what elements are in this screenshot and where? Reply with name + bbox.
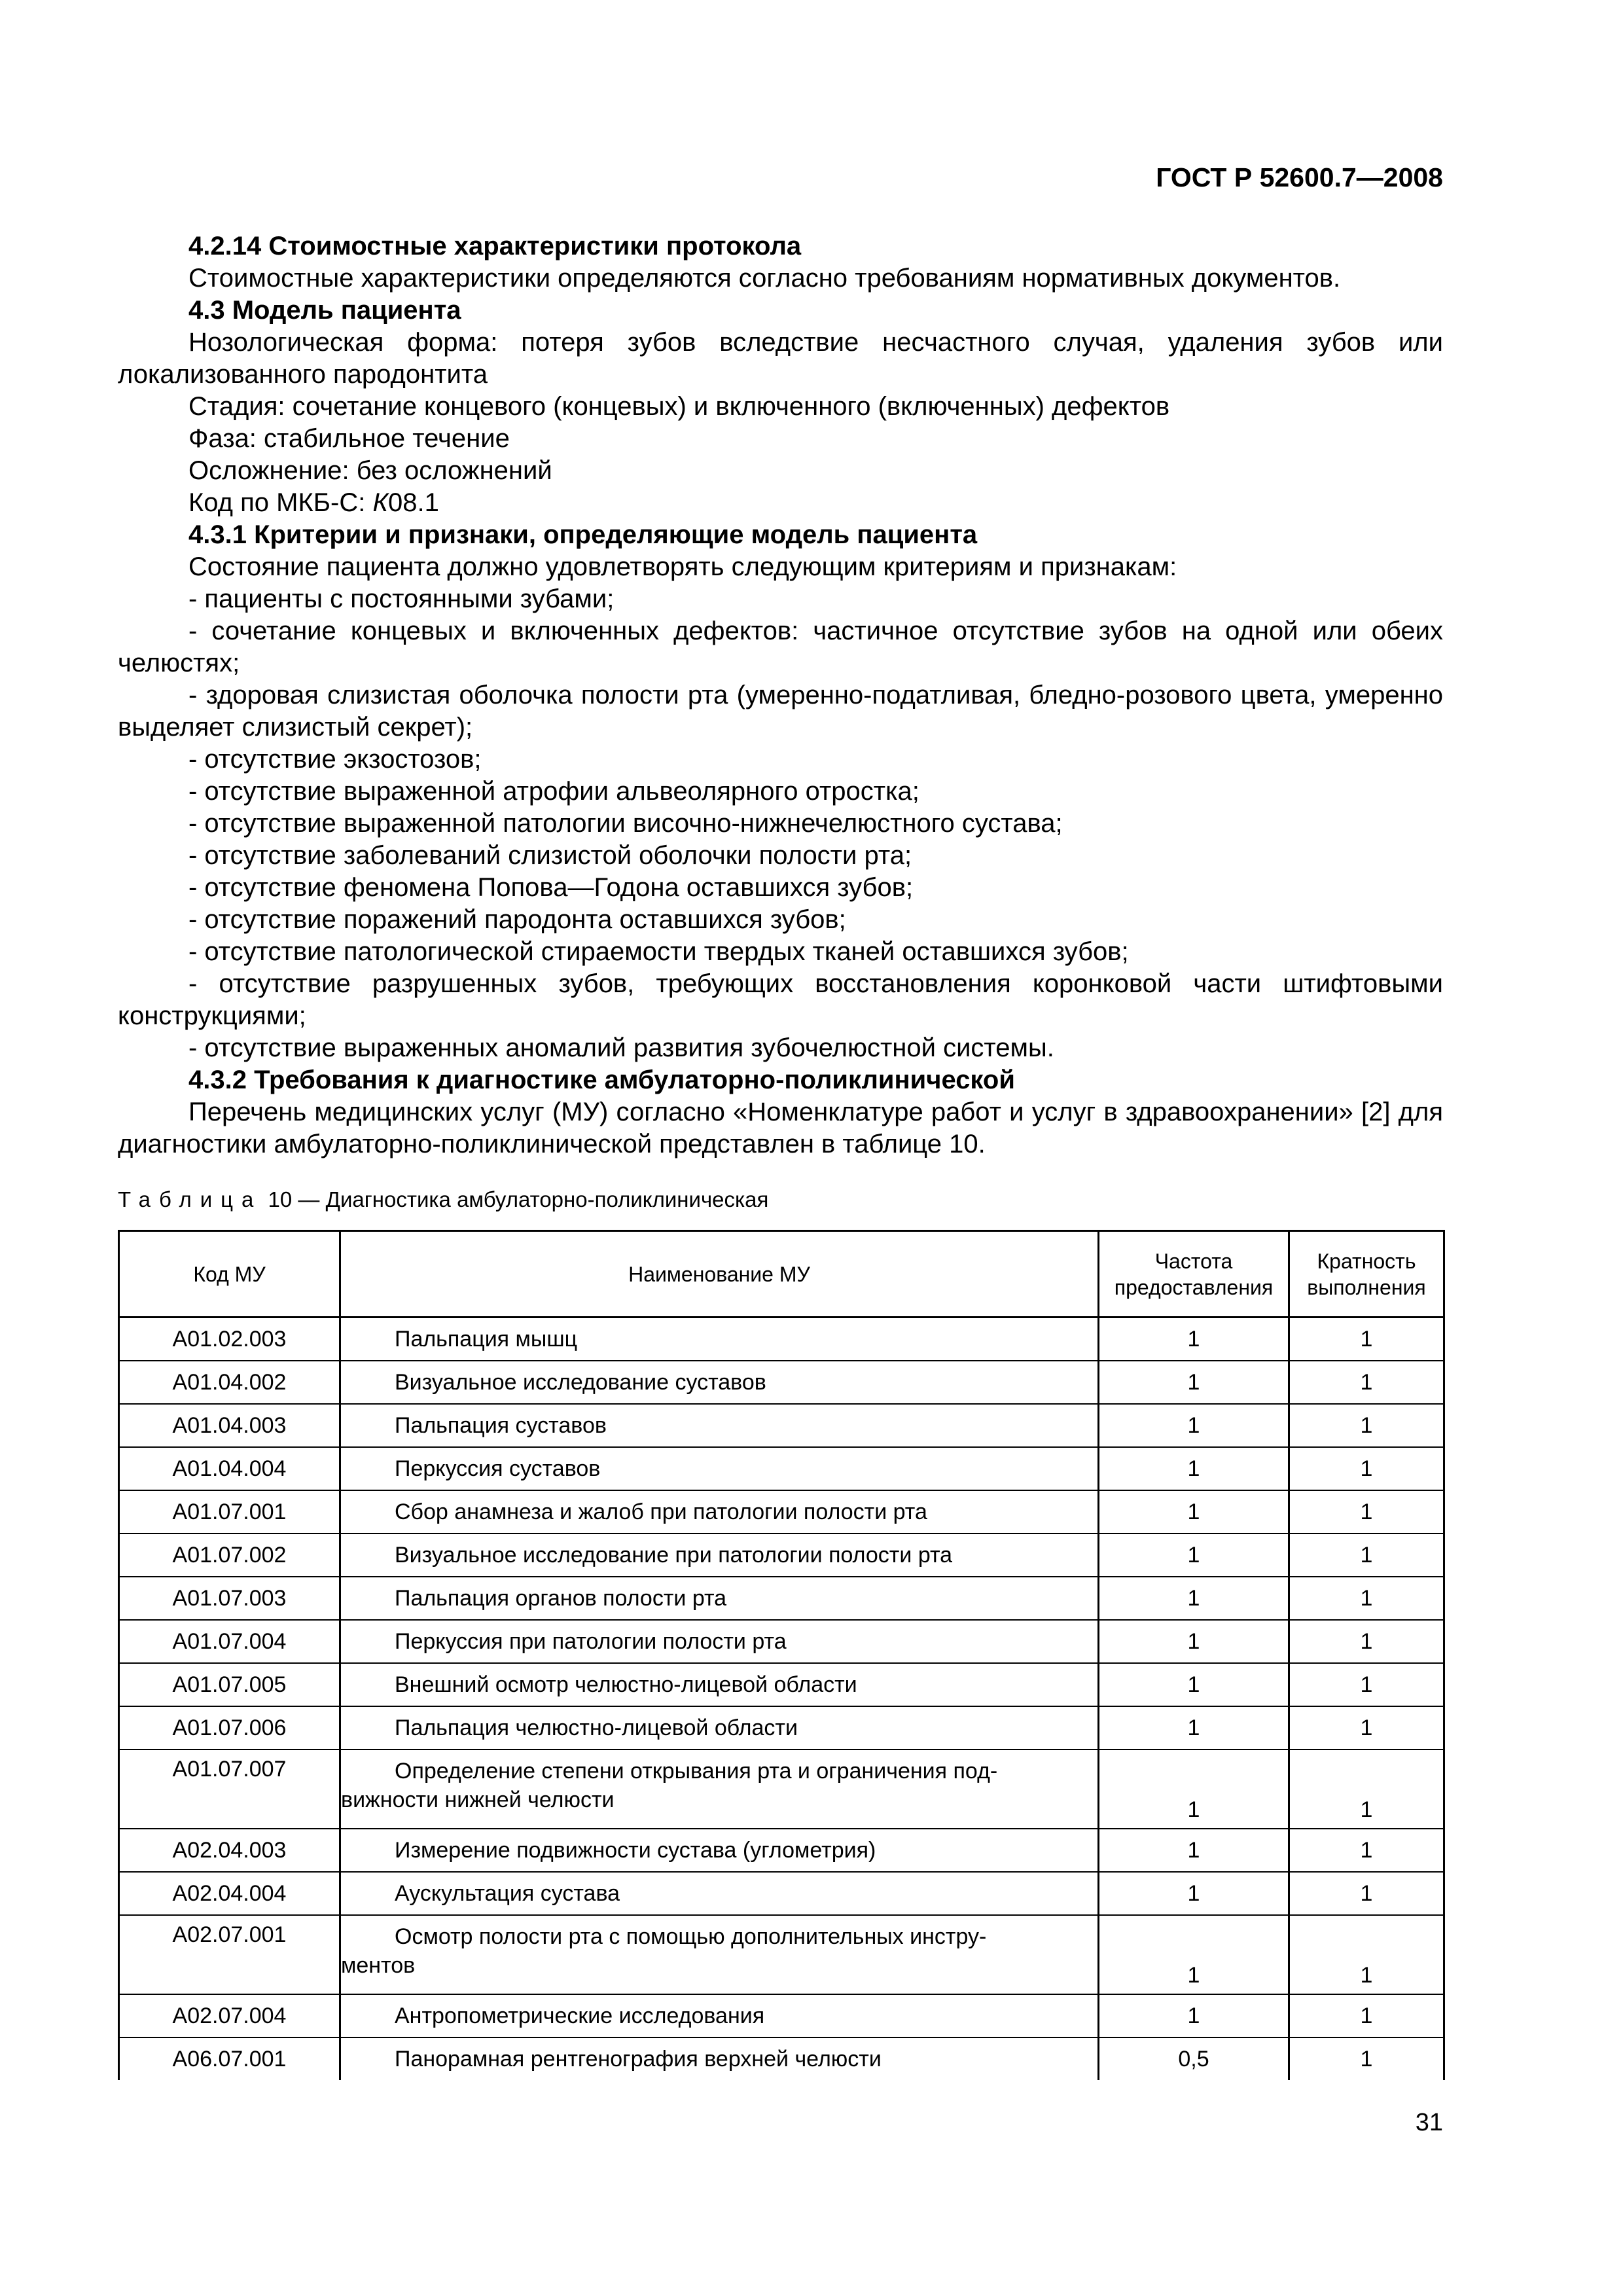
cell-code: A01.07.005 xyxy=(119,1663,340,1706)
table-row xyxy=(119,1994,1444,2037)
cell-name: Аускультация сустава xyxy=(340,1872,1099,1915)
table-row xyxy=(119,1404,1444,1447)
table-row xyxy=(119,1318,1444,1361)
section-4-2-14-text: Стоимостные характеристики определяются согласно требованиям нормативных документов. xyxy=(188,264,1341,293)
multiplicity-header-line-2: выполнения xyxy=(1307,1275,1426,1299)
cell-multiplicity: 1 xyxy=(1289,1447,1444,1490)
section-4-2-14-heading: 4.2.14 Стоимостные характеристики протокола xyxy=(188,232,802,260)
criteria-item: - отсутствие феномена Попова—Годона оставшихся зубов; xyxy=(188,873,914,902)
table-row xyxy=(119,1447,1444,1490)
column-header-frequency xyxy=(1099,1231,1289,1318)
cell-code: A01.07.001 xyxy=(119,1490,340,1534)
cell-frequency: 1 xyxy=(1099,1620,1289,1663)
icd-label: Код по МКБ-С: xyxy=(188,488,373,517)
criteria-item: - отсутствие выраженных аномалий развития зубочелюстной системы. xyxy=(188,1033,1054,1062)
cell-frequency: 1 xyxy=(1099,1447,1289,1490)
table-row xyxy=(119,1534,1444,1577)
cell-name xyxy=(340,1915,1099,1994)
cell-name: Пальпация суставов xyxy=(340,1404,1099,1447)
cell-name: Антропометрические исследования xyxy=(340,1994,1099,2037)
cell-code: A02.04.003 xyxy=(119,1829,340,1872)
cell-multiplicity: 1 xyxy=(1289,1361,1444,1404)
cell-name-line-2: вижности нижней челюсти xyxy=(341,1787,615,1812)
stage-paragraph: Стадия: сочетание концевого (концевых) и включенного (включенных) дефектов xyxy=(188,392,1170,421)
icd-code-number: 08.1 xyxy=(388,488,439,517)
table-row xyxy=(119,1361,1444,1404)
cell-name-line-1: Осмотр полости рта с помощью дополнительных инстру- xyxy=(395,1924,987,1949)
cell-code: A01.04.002 xyxy=(119,1361,340,1404)
cell-multiplicity: 1 xyxy=(1289,1663,1444,1706)
cell-code: A01.02.003 xyxy=(119,1318,340,1361)
table-row xyxy=(119,1620,1444,1663)
phase-paragraph: Фаза: стабильное течение xyxy=(188,424,510,453)
cell-name: Визуальное исследование суставов xyxy=(340,1361,1099,1404)
cell-code: A02.04.004 xyxy=(119,1872,340,1915)
cell-multiplicity: 1 xyxy=(1289,1404,1444,1447)
criteria-item: - здоровая слизистая оболочка полости рта (умеренно-податливая, бледно-розового цвета, умеренно выделяет слизистый секрет); xyxy=(118,681,1443,742)
table-header-row xyxy=(119,1231,1444,1318)
cell-multiplicity: 1 xyxy=(1289,1706,1444,1749)
column-header-code: Код МУ xyxy=(119,1231,340,1318)
column-header-multiplicity xyxy=(1289,1231,1444,1318)
cell-frequency: 1 xyxy=(1099,1706,1289,1749)
cell-frequency: 1 xyxy=(1099,1490,1289,1534)
multiplicity-header-line-1: Кратность xyxy=(1317,1249,1416,1273)
cell-frequency: 1 xyxy=(1099,1994,1289,2037)
cell-frequency: 1 xyxy=(1099,1318,1289,1361)
table-caption xyxy=(118,1187,1443,1213)
cell-name: Пальпация мышц xyxy=(340,1318,1099,1361)
cell-multiplicity: 1 xyxy=(1289,1490,1444,1534)
criteria-item: - пациенты с постоянными зубами; xyxy=(188,584,615,613)
table-row xyxy=(119,2037,1444,2080)
icd-code-paragraph xyxy=(118,487,1443,519)
cell-multiplicity: 1 xyxy=(1289,1915,1444,1994)
document-body xyxy=(118,230,1443,1160)
cell-frequency: 1 xyxy=(1099,1915,1289,1994)
cell-frequency: 1 xyxy=(1099,1663,1289,1706)
cell-name-line-1: Определение степени открывания рта и ограничения под- xyxy=(395,1759,998,1784)
cell-frequency: 1 xyxy=(1099,1749,1289,1829)
criteria-item: - сочетание концевых и включенных дефектов: частичное отсутствие зубов на одной или обеих челюстях; xyxy=(118,617,1443,677)
cell-multiplicity: 1 xyxy=(1289,1829,1444,1872)
frequency-header-line-1: Частота xyxy=(1154,1249,1233,1273)
cell-multiplicity: 1 xyxy=(1289,1534,1444,1577)
cell-multiplicity: 1 xyxy=(1289,1872,1444,1915)
section-4-3-2-heading: 4.3.2 Требования к диагностике амбулаторно-поликлинической xyxy=(188,1066,1015,1094)
complication-paragraph: Осложнение: без осложнений xyxy=(188,456,552,485)
cell-name: Пальпация челюстно-лицевой области xyxy=(340,1706,1099,1749)
cell-frequency: 1 xyxy=(1099,1872,1289,1915)
cell-name: Сбор анамнеза и жалоб при патологии полости рта xyxy=(340,1490,1099,1534)
cell-multiplicity: 1 xyxy=(1289,2037,1444,2080)
cell-multiplicity: 1 xyxy=(1289,1620,1444,1663)
section-4-3-heading: 4.3 Модель пациента xyxy=(188,296,461,325)
table-row xyxy=(119,1749,1444,1829)
cell-frequency: 1 xyxy=(1099,1534,1289,1577)
table-row xyxy=(119,1829,1444,1872)
table-caption-title: 10 — Диагностика амбулаторно-поликлиническая xyxy=(262,1187,769,1211)
diagnostics-table xyxy=(118,1230,1445,2080)
cell-code: A02.07.001 xyxy=(119,1915,340,1994)
cell-name: Панорамная рентгенография верхней челюсти xyxy=(340,2037,1099,2080)
cell-frequency: 1 xyxy=(1099,1361,1289,1404)
table-row xyxy=(119,1577,1444,1620)
table-row xyxy=(119,1915,1444,1994)
cell-name: Пальпация органов полости рта xyxy=(340,1577,1099,1620)
table-row xyxy=(119,1872,1444,1915)
table-row xyxy=(119,1706,1444,1749)
criteria-item: - отсутствие патологической стираемости твердых тканей оставшихся зубов; xyxy=(188,937,1129,966)
cell-frequency: 1 xyxy=(1099,1829,1289,1872)
criteria-item: - отсутствие выраженной атрофии альвеолярного отростка; xyxy=(188,777,919,806)
criteria-item: - отсутствие разрушенных зубов, требующих восстановления коронковой части штифтовыми конструкциями; xyxy=(118,969,1443,1030)
cell-frequency: 1 xyxy=(1099,1577,1289,1620)
table-row xyxy=(119,1663,1444,1706)
criteria-item: - отсутствие заболеваний слизистой оболочки полости рта; xyxy=(188,841,912,870)
cell-code: A06.07.001 xyxy=(119,2037,340,2080)
cell-name: Внешний осмотр челюстно-лицевой области xyxy=(340,1663,1099,1706)
standard-id-header: ГОСТ Р 52600.7—2008 xyxy=(1156,162,1443,192)
cell-code: A02.07.004 xyxy=(119,1994,340,2037)
section-4-3-1-intro: Состояние пациента должно удовлетворять следующим критериям и признакам: xyxy=(188,552,1177,581)
frequency-header-line-2: предоставления xyxy=(1114,1275,1274,1299)
page-number: 31 xyxy=(1415,2109,1443,2136)
cell-name: Визуальное исследование при патологии полости рта xyxy=(340,1534,1099,1577)
cell-name-line-2: ментов xyxy=(341,1953,416,1978)
table-row xyxy=(119,1490,1444,1534)
column-header-name: Наименование МУ xyxy=(340,1231,1099,1318)
cell-code: A01.04.003 xyxy=(119,1404,340,1447)
cell-code: A01.07.006 xyxy=(119,1706,340,1749)
icd-code-letter: К xyxy=(372,488,389,517)
cell-code: A01.07.007 xyxy=(119,1749,340,1829)
section-4-3-2-text: Перечень медицинских услуг (МУ) согласно «Номенклатуре работ и услуг в здравоохранении» [2] для диагностики амбулаторно-поликлинической представлен в таблице 10. xyxy=(118,1098,1443,1158)
cell-name: Перкуссия суставов xyxy=(340,1447,1099,1490)
cell-multiplicity: 1 xyxy=(1289,1994,1444,2037)
cell-name: Перкуссия при патологии полости рта xyxy=(340,1620,1099,1663)
section-4-3-1-heading: 4.3.1 Критерии и признаки, определяющие модель пациента xyxy=(188,520,978,549)
cell-multiplicity: 1 xyxy=(1289,1318,1444,1361)
nosology-paragraph: Нозологическая форма: потеря зубов вследствие несчастного случая, удаления зубов или локализованного пародонтита xyxy=(118,328,1443,389)
cell-multiplicity: 1 xyxy=(1289,1749,1444,1829)
cell-name: Измерение подвижности сустава (углометрия) xyxy=(340,1829,1099,1872)
cell-frequency: 0,5 xyxy=(1099,2037,1289,2080)
criteria-item: - отсутствие поражений пародонта оставшихся зубов; xyxy=(188,905,846,934)
cell-name xyxy=(340,1749,1099,1829)
cell-code: A01.07.004 xyxy=(119,1620,340,1663)
cell-frequency: 1 xyxy=(1099,1404,1289,1447)
cell-multiplicity: 1 xyxy=(1289,1577,1444,1620)
cell-code: A01.07.002 xyxy=(119,1534,340,1577)
criteria-item: - отсутствие экзостозов; xyxy=(188,745,482,774)
cell-code: A01.04.004 xyxy=(119,1447,340,1490)
criteria-item: - отсутствие выраженной патологии височно-нижнечелюстного сустава; xyxy=(188,809,1063,838)
table-caption-label: Таблица xyxy=(118,1187,262,1211)
cell-code: A01.07.003 xyxy=(119,1577,340,1620)
